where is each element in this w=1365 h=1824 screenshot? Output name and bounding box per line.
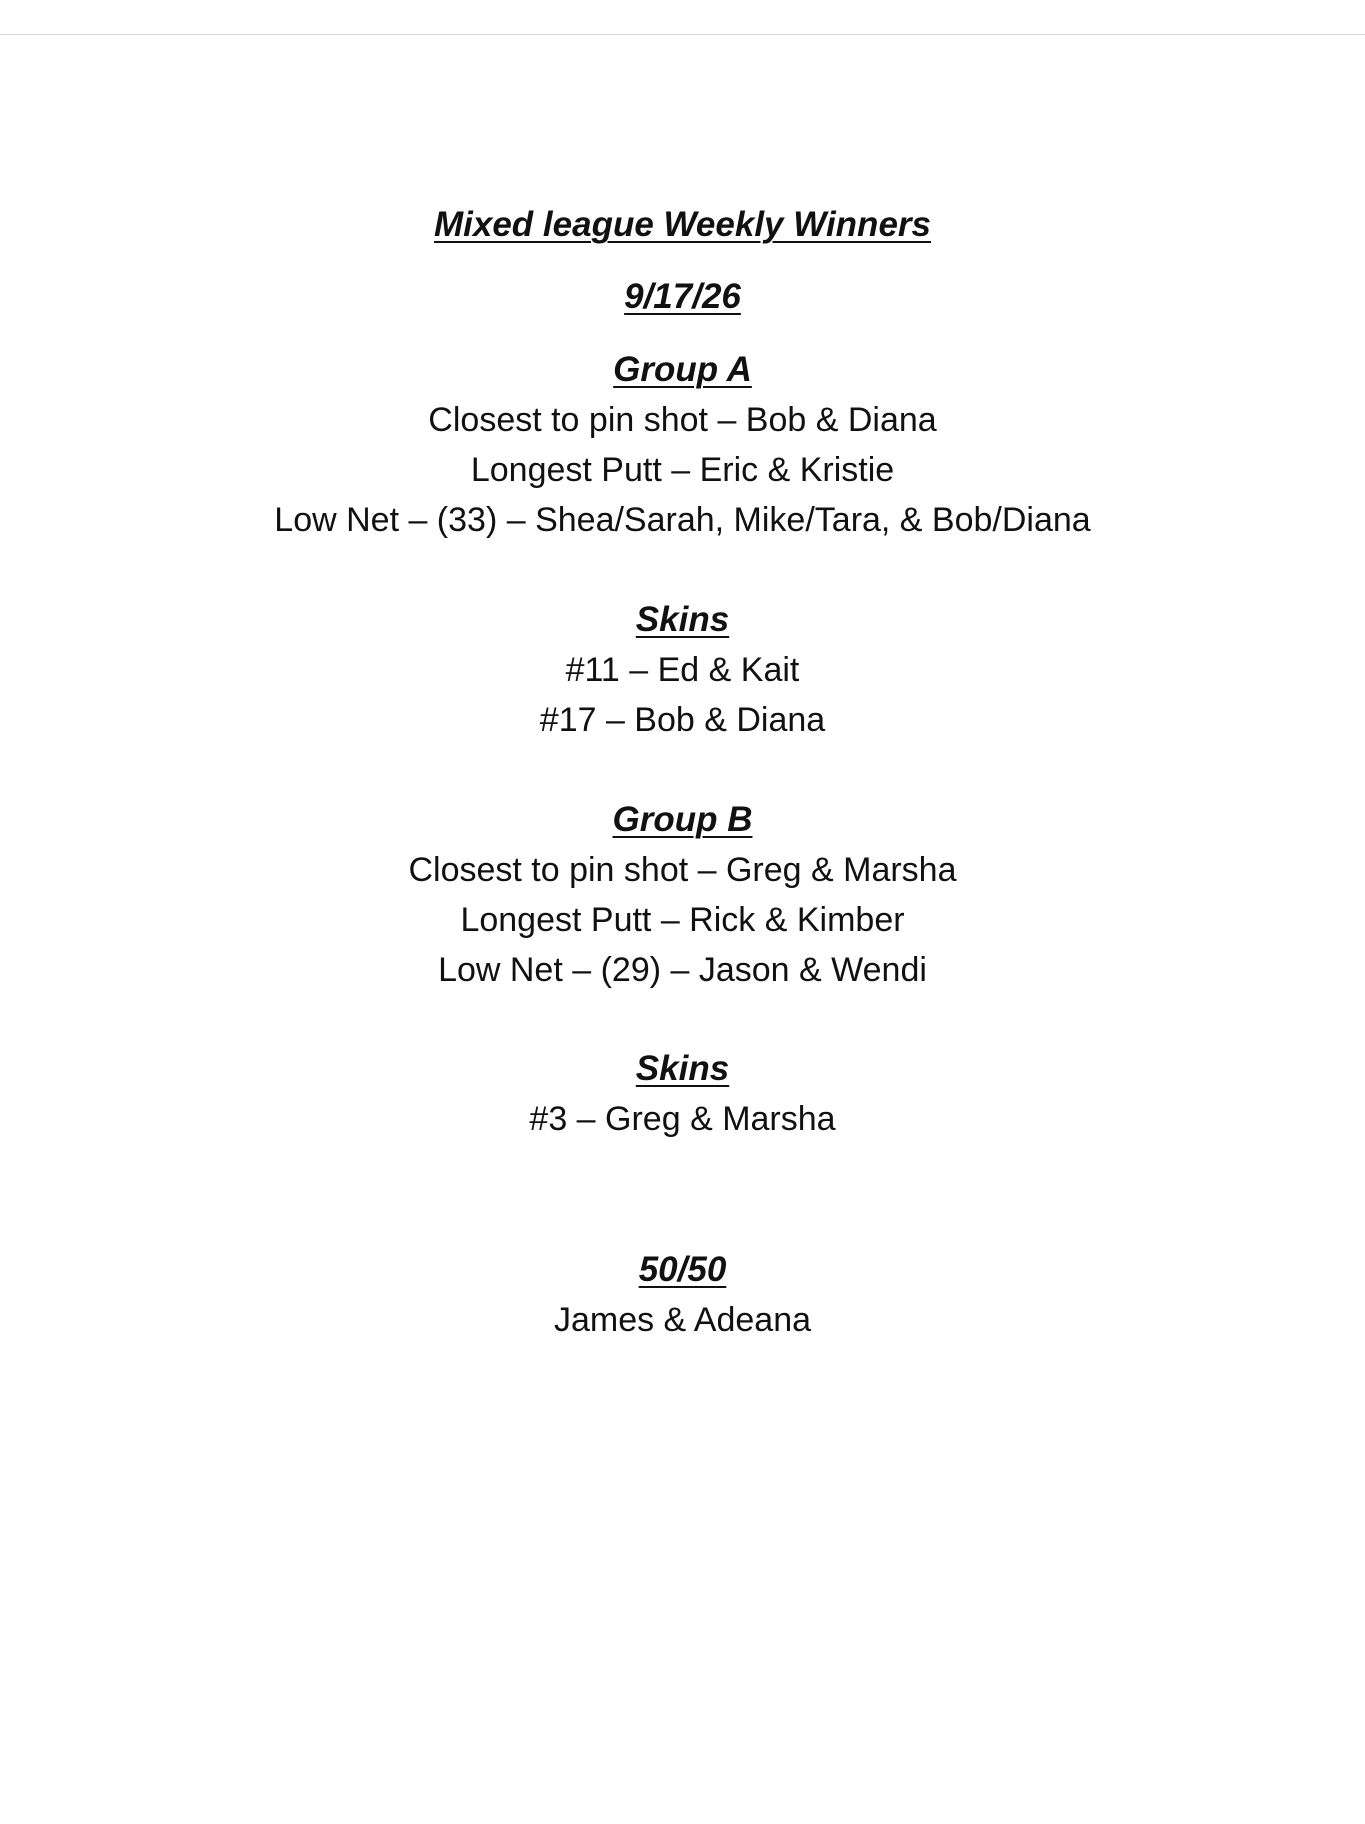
winner-line: Low Net – (29) – Jason & Wendi: [438, 951, 927, 989]
section-heading: Group B: [612, 800, 753, 839]
section-group-a: [0, 345, 1365, 545]
section-heading: Group A: [613, 350, 752, 389]
winner-line: Longest Putt – Rick & Kimber: [460, 901, 905, 939]
section-group-b: [0, 795, 1365, 995]
section-skins-a: [0, 595, 1365, 745]
winner-line: Low Net – (33) – Shea/Sarah, Mike/Tara, & Bob/Diana: [274, 501, 1091, 539]
page-top-border: [0, 34, 1365, 35]
winner-line: James & Adeana: [553, 1301, 812, 1339]
winner-line: Longest Putt – Eric & Kristie: [470, 451, 895, 489]
winner-line: Closest to pin shot – Bob & Diana: [428, 401, 937, 439]
winner-line: #17 – Bob & Diana: [539, 701, 826, 739]
section-heading: Skins: [635, 1049, 730, 1088]
section-heading: Skins: [635, 600, 730, 639]
document-title: Mixed league Weekly Winners: [434, 205, 931, 244]
section-fifty-fifty: [0, 1245, 1365, 1345]
section-heading: 50/50: [638, 1250, 727, 1289]
document-date: 9/17/26: [624, 277, 741, 316]
winner-line: #3 – Greg & Marsha: [529, 1100, 836, 1138]
winner-line: Closest to pin shot – Greg & Marsha: [408, 851, 957, 889]
section-skins-b: [0, 1044, 1365, 1144]
winner-line: #11 – Ed & Kait: [565, 651, 800, 689]
